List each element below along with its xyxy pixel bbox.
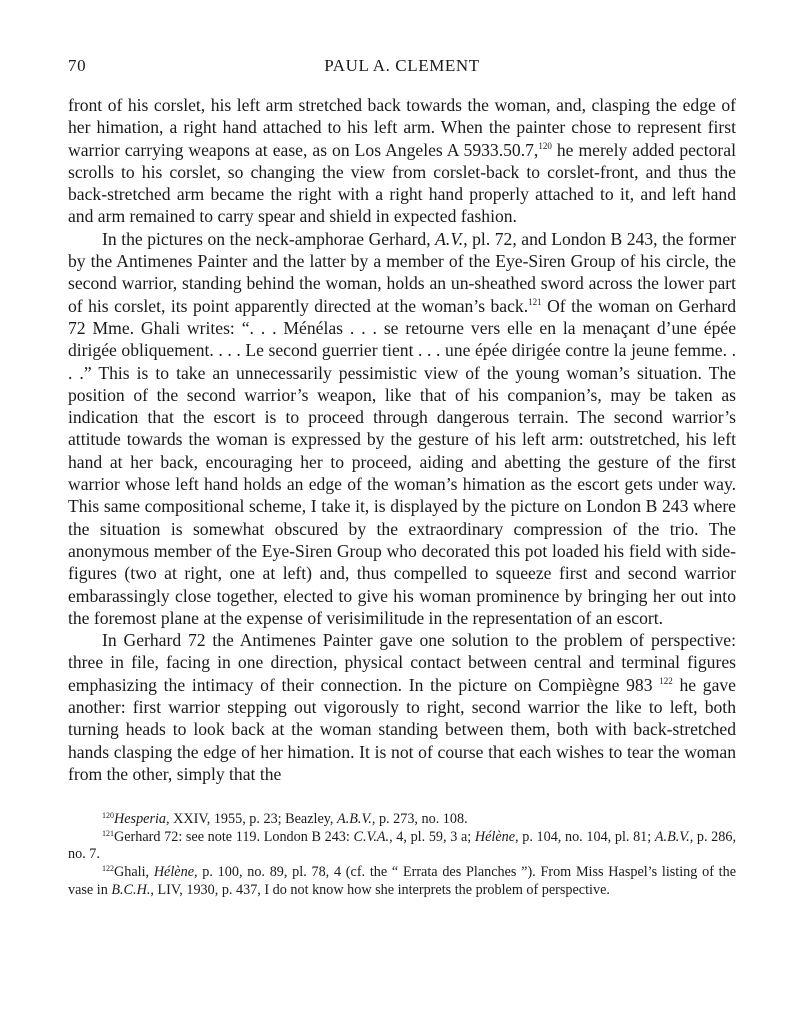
- text-run: , p. 104, no. 104, pl. 81;: [515, 828, 655, 845]
- italic-text: A.B.V.: [337, 811, 372, 828]
- note-ref: 121: [528, 296, 542, 307]
- text-run: front of his corslet, his left arm stretched back towards the woman, and, clasping the edge of her himation, a right hand attached to his left arm. When the painter chose to represent first warrior carrying weapons at ease, as on Los Angeles A 5933.50.7,: [68, 95, 736, 160]
- italic-text: C.V.A.: [353, 828, 390, 845]
- footnote: [68, 829, 736, 864]
- paragraph: [68, 94, 736, 228]
- text-run: Of the woman on Gerhard 72 Mme. Ghali writes: “. . . Ménélas . . . se retourne vers elle en la menaçant d’une épée dirigée obliquement. . . . Le second guerrier tient . . . une épée dirigée contre la jeune femme. . . .” This is to take an unnecessarily pessimistic view of the young woman’s situation. The position of the second warrior’s weapon, like that of his companion’s, may be taken as indication that the escort is to proceed through dangerous terrain. The second warrior’s attitude towards the woman is expressed by the gesture of his left arm: outstretched, his left hand at her back, encouraging her to proceed, aiding and abetting the gesture of the first warrior whose left hand holds an edge of the woman’s himation as the escort gets under way. This same compositional scheme, I take it, is displayed by the picture on London B 243 where the situation is somewhat obscured by the extraordinary compression of the trio. The anonymous member of the Eye-Siren Group who decorated this pot loaded his field with side-figures (two at right, one at left) and, thus compelled to squeeze first and second warrior embarassingly close together, elected to give his woman prominence by bringing her out into the foremost plane at the expense of verisimilitude in the representation of an escort.: [68, 295, 736, 628]
- text-run: In the pictures on the neck-amphorae Gerhard,: [102, 228, 436, 249]
- running-header: [68, 50, 736, 80]
- page: [68, 50, 736, 899]
- text-run: Gerhard 72: see note 119. London B 243:: [114, 828, 354, 845]
- italic-text: Hélène: [474, 828, 516, 845]
- italic-text: A.V.: [435, 228, 464, 249]
- text-run: , XXIV, 1955, p. 23; Beazley,: [166, 811, 338, 828]
- text-run: In Gerhard 72 the Antimenes Painter gave one solution to the problem of perspective: three in file, facing in one direction, physical contact between central and terminal figures emphasizing the intimacy of their connection. In the picture on Compiègne 983: [68, 630, 736, 695]
- italic-text: Hesperia: [114, 811, 167, 828]
- text-run: , p. 286, no. 7.: [68, 828, 737, 863]
- paragraph: [68, 629, 736, 785]
- footnotes: [68, 811, 736, 899]
- page-number: 70: [68, 56, 87, 75]
- note-ref: 120: [538, 140, 552, 151]
- italic-text: A.B.V.: [654, 828, 690, 845]
- text-run: , p. 273, no. 108.: [371, 811, 468, 828]
- body-text: [68, 94, 736, 785]
- text-run: he gave another: first warrior stepping out vigorously to right, second warrior the like to left, both turning heads to look back at the woman standing between them, both with back-stretched hands clasping the edge of her himation. It is not of course that each wishes to tear the woman from the other, simply that the: [68, 674, 736, 784]
- footnote: [68, 864, 736, 899]
- text-run: , p. 100, no. 89, pl. 78, 4 (cf. the “ Errata des Planches ”). From Miss Haspel’s listing of the vase in: [68, 863, 736, 898]
- italic-text: Hélène: [153, 863, 194, 880]
- text-run: Ghali,: [114, 863, 154, 880]
- running-title: PAUL A. CLEMENT: [324, 56, 480, 75]
- text-run: , LIV, 1930, p. 437, I do not know how she interprets the problem of perspective.: [150, 881, 610, 898]
- text-run: , pl. 72, and London B 243, the former by the Antimenes Painter and the latter by a member of the Eye-Siren Group of his circle, the second warrior, standing behind the woman, holds an un-sheathed sword across the lower part of his corslet, its point apparently directed at the woman’s back.: [68, 228, 737, 316]
- note-ref: 121: [102, 828, 114, 838]
- text-run: he merely added pectoral scrolls to his corslet, so changing the view from corslet-back to corslet-front, and thus the back-stretched arm became the right with a right hand properly attached to it, and left hand and arm remained to carry spear and shield in expected fashion.: [68, 139, 736, 227]
- note-ref: 122: [659, 675, 673, 686]
- note-ref: 120: [102, 811, 114, 821]
- text-run: , 4, pl. 59, 3 a;: [389, 828, 475, 845]
- footnote: [68, 811, 736, 829]
- paragraph: [68, 228, 736, 629]
- italic-text: B.C.H.: [111, 881, 151, 898]
- note-ref: 122: [102, 863, 114, 873]
